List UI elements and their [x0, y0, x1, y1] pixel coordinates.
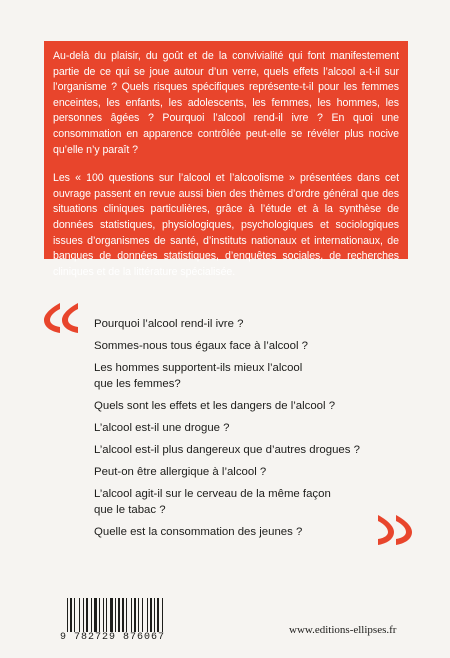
barcode-icon — [66, 598, 192, 632]
question-item: L’alcool est-il plus dangereux que d’autres drogues ? — [94, 444, 360, 456]
description-paragraph-2: Les « 100 questions sur l’alcool et l’alcoolisme » présentées dans cet ouvrage passent en revue aussi bien des thèmes d’ordre général que des situations cliniques particulières, grâce à l’étude et à la synthèse de données statistiques, physiologiques, psychologiques et sociologiques issues d’organismes de santé, d’instituts nationaux et internationaux, de banques de données statistiques, d’enquêtes sociales, de recherches cliniques et de la littérature spécialisée. — [53, 172, 399, 278]
publisher-website: www.editions-ellipses.fr — [289, 624, 397, 636]
description-box — [44, 41, 408, 278]
question-item: L’alcool agit-il sur le cerveau de la même façon que le tabac ? — [94, 488, 331, 516]
question-item: Sommes-nous tous égaux face à l’alcool ? — [94, 340, 309, 352]
question-item: Peut-on être allergique à l’alcool ? — [94, 466, 267, 478]
question-item: Quelle est la consommation des jeunes ? — [94, 526, 303, 538]
question-item: Les hommes supportent-ils mieux l’alcool que les femmes? — [94, 362, 303, 390]
question-list — [94, 316, 394, 546]
question-item: Pourquoi l’alcool rend-il ivre ? — [94, 318, 244, 330]
question-item: L’alcool est-il une drogue ? — [94, 422, 230, 434]
question-item: Quels sont les effets et les dangers de l’alcool ? — [94, 400, 336, 412]
closing-quote-icon — [375, 512, 415, 546]
opening-quote-icon — [41, 300, 81, 334]
description-paragraph-1: Au-delà du plaisir, du goût et de la convivialité qui font manifestement partie de ce qui se joue autour d’un verre, quels effets l’alcool a-t-il sur l’organisme ? Quels risques spécifiques représente-t-il pour les femmes enceintes, les enfants, les adolescents, les femmes, les hommes, les personnes âgées ? Pourquoi l’alcool rend-il ivre ? En quoi une consommation en apparence contrôlée peut-elle se révéler plus nocive qu’elle n’y paraît ? — [53, 50, 399, 156]
isbn-digits: 9 782729 876067 — [60, 632, 166, 643]
